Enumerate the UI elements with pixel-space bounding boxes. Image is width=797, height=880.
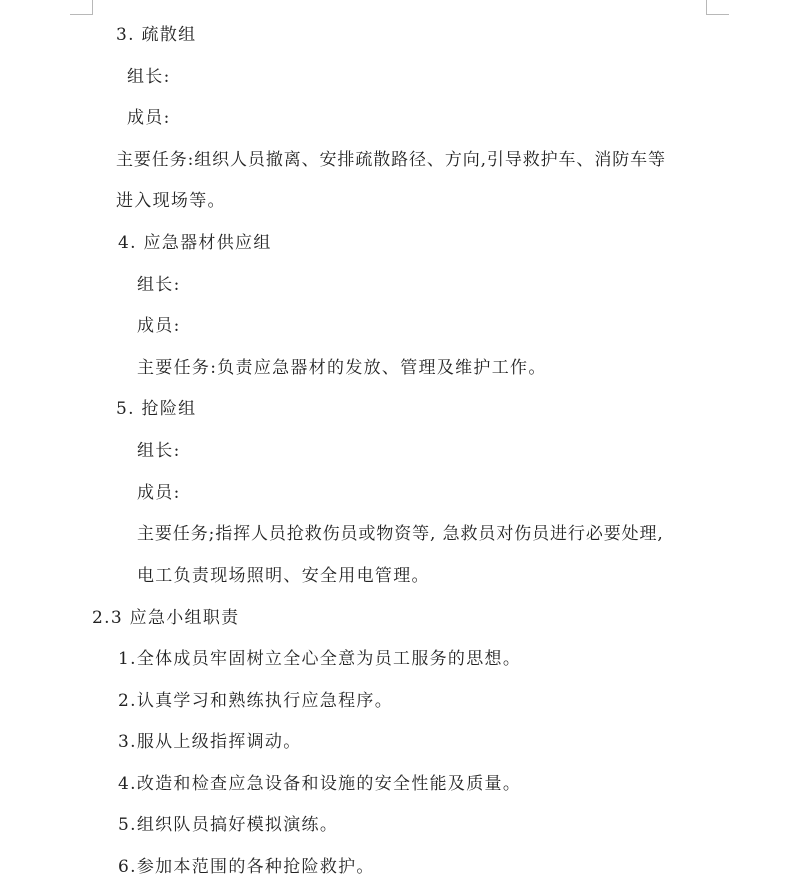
duty-item-2: 2.认真学习和熟练执行应急程序。 (118, 691, 394, 711)
evacuation-task-line-2: 进入现场等。 (116, 191, 226, 211)
supply-leader-label: 组长: (137, 275, 181, 295)
crop-mark-top-right-horizontal (706, 14, 729, 15)
duty-item-4: 4.改造和检查应急设备和设施的安全性能及质量。 (118, 774, 522, 794)
duty-item-5: 5.组织队员搞好模拟演练。 (118, 815, 339, 835)
duty-item-6: 6.参加本范围的各种抢险救护。 (118, 857, 375, 877)
evacuation-task-line-1: 主要任务:组织人员撤离、安排疏散路径、方向,引导救护车、消防车等 (116, 150, 666, 170)
evacuation-heading: 3. 疏散组 (116, 25, 197, 45)
rescue-task-line-2: 电工负责现场照明、安全用电管理。 (137, 566, 430, 586)
evacuation-members-label: 成员: (127, 108, 171, 128)
supply-members-label: 成员: (137, 316, 181, 336)
rescue-leader-label: 组长: (137, 441, 181, 461)
supply-task: 主要任务:负责应急器材的发放、管理及维护工作。 (137, 358, 547, 378)
rescue-heading: 5. 抢险组 (116, 399, 197, 419)
duty-item-1: 1.全体成员牢固树立全心全意为员工服务的思想。 (118, 649, 522, 669)
rescue-task-line-1: 主要任务;指挥人员抢救伤员或物资等, 急救员对伤员进行必要处理, (137, 524, 664, 544)
crop-mark-top-left-vertical (92, 0, 93, 14)
supply-heading: 4. 应急器材供应组 (118, 233, 272, 253)
rescue-members-label: 成员: (137, 483, 181, 503)
evacuation-leader-label: 组长: (127, 67, 171, 87)
crop-mark-top-left-horizontal (70, 14, 93, 15)
duties-heading: 2.3 应急小组职责 (92, 608, 240, 628)
duty-item-3: 3.服从上级指挥调动。 (118, 732, 302, 752)
crop-mark-top-right-vertical (706, 0, 707, 14)
